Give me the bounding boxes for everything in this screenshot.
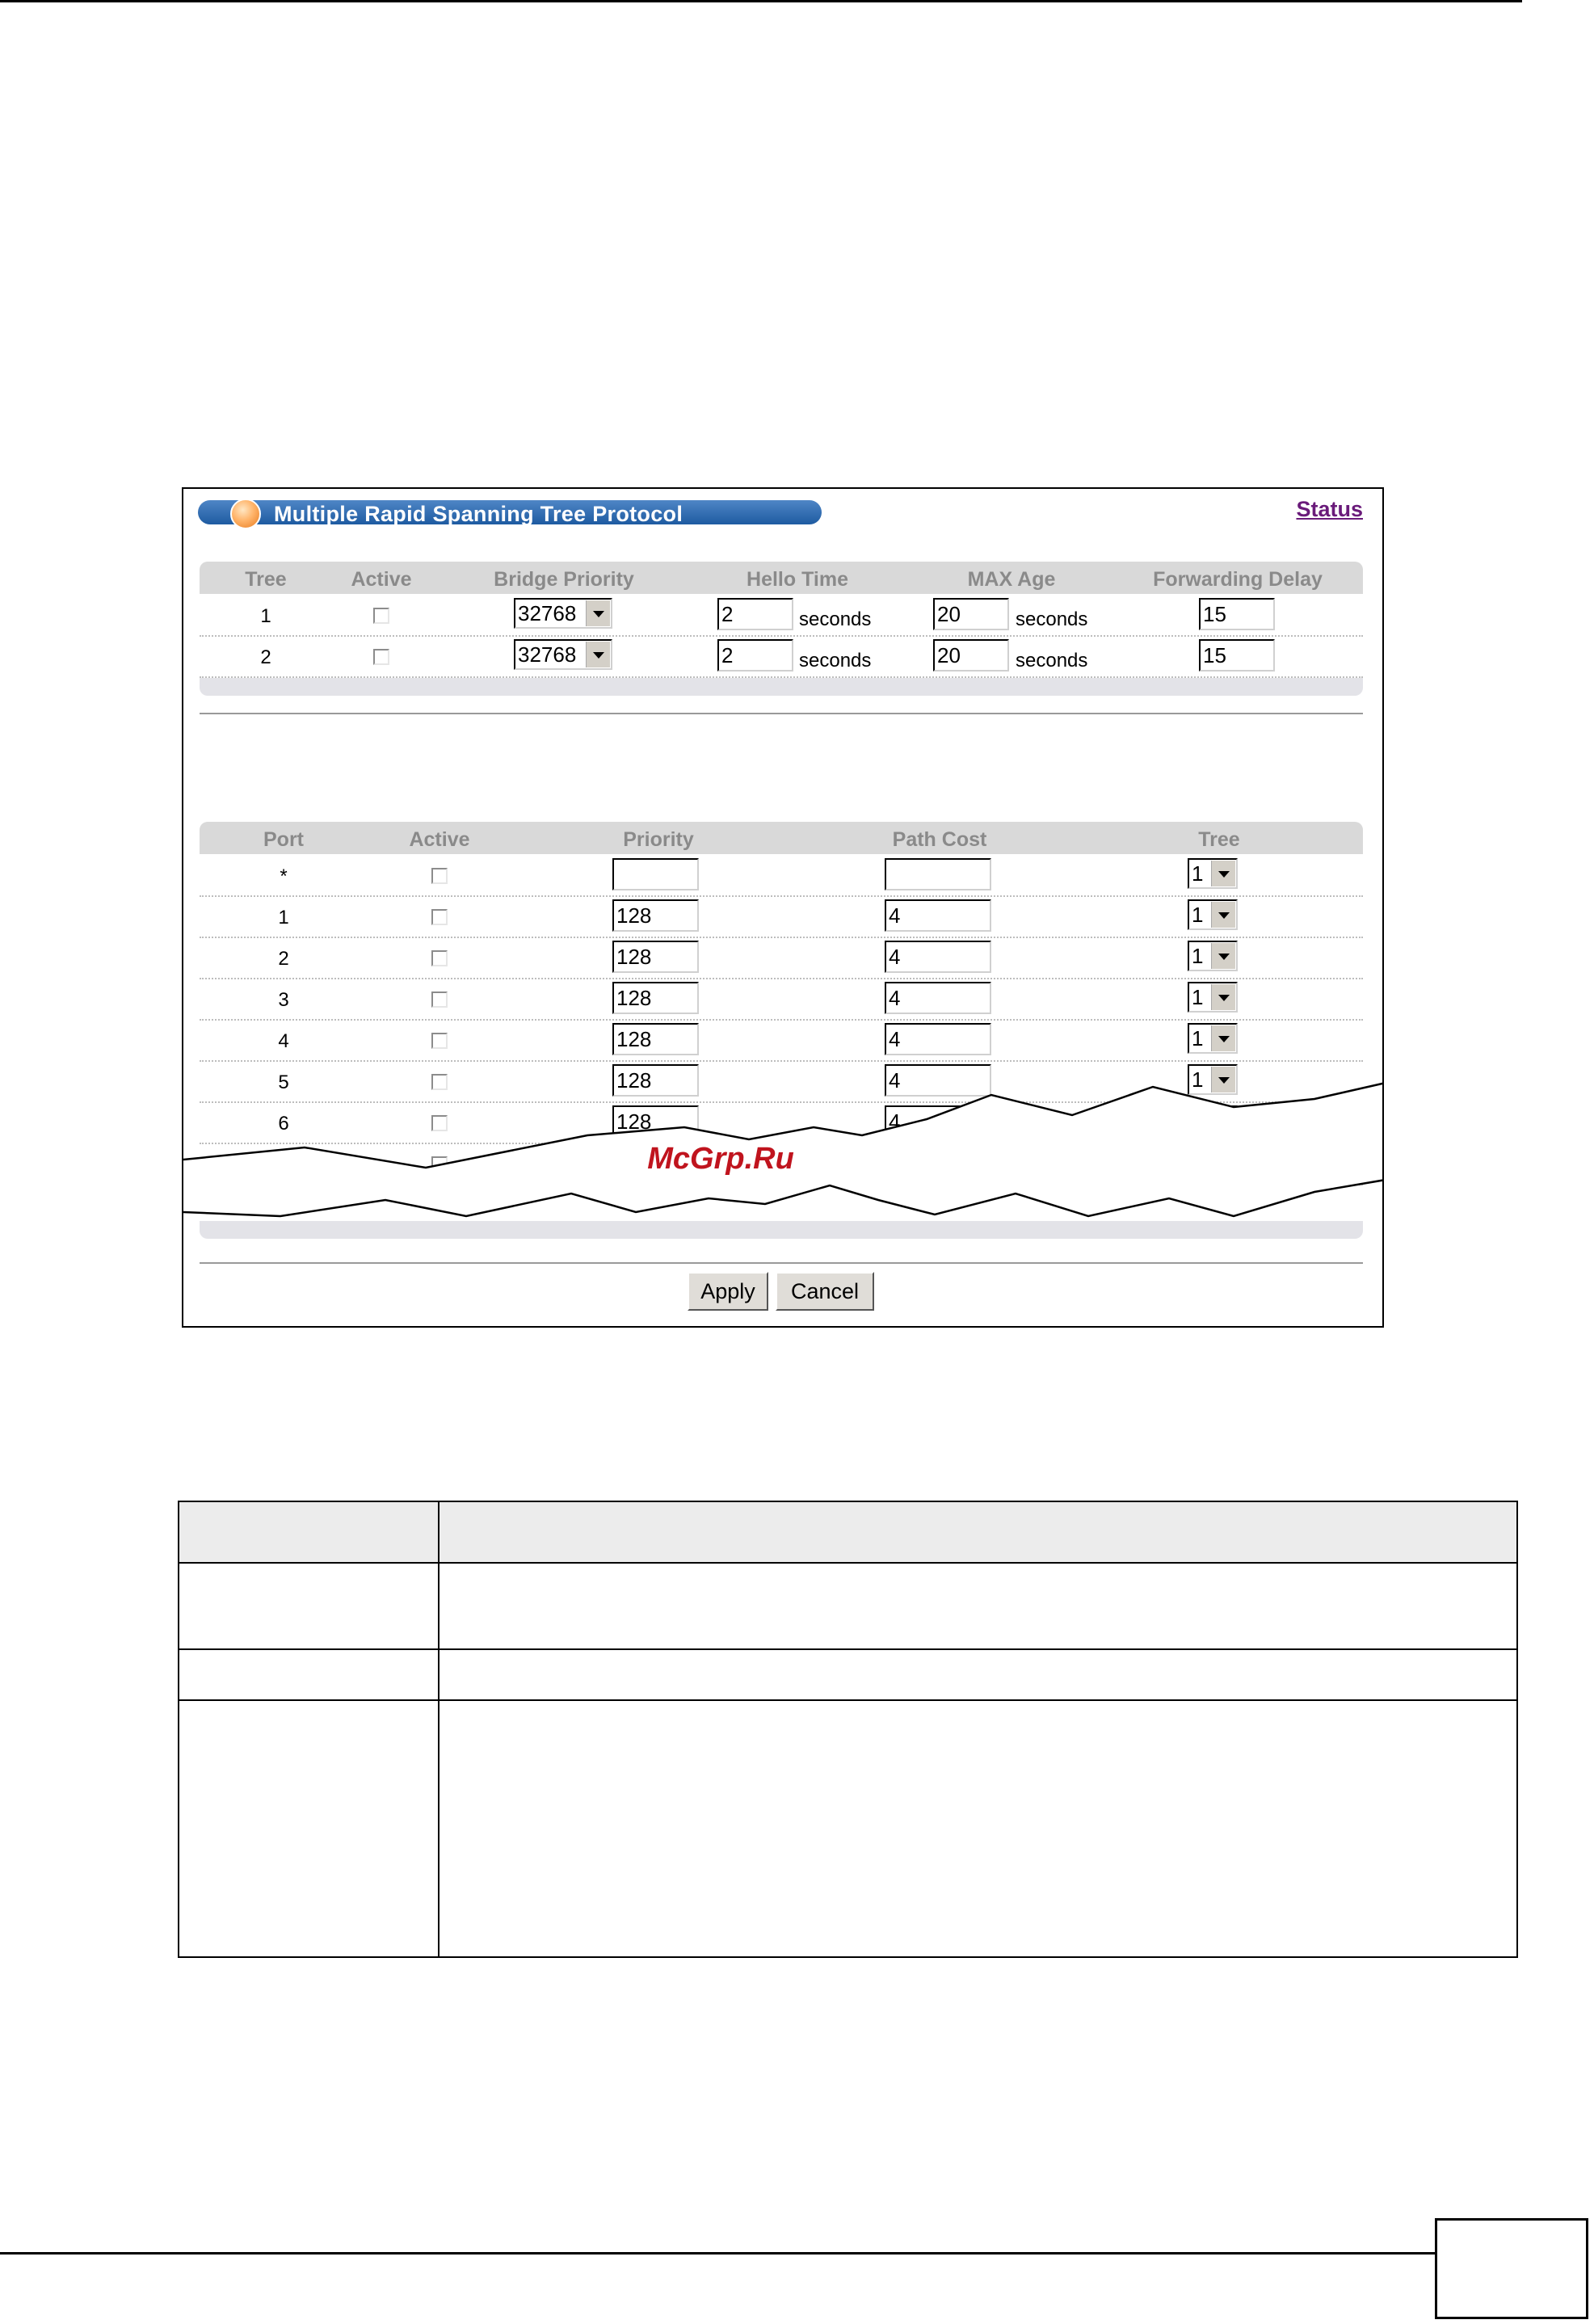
- path-cost-input[interactable]: 4: [885, 1105, 991, 1138]
- port-id: 4: [278, 1030, 289, 1052]
- header-bridge-priority: Bridge Priority: [494, 568, 634, 591]
- priority-input[interactable]: 128: [612, 1064, 699, 1097]
- header-path-cost: Path Cost: [892, 828, 987, 851]
- header-active: Active: [351, 568, 412, 591]
- tree-select[interactable]: 1: [1188, 941, 1238, 971]
- watermark: McGrp.Ru: [647, 1142, 794, 1176]
- table-row: [179, 1649, 1517, 1700]
- max-age-input[interactable]: 20: [933, 639, 1009, 672]
- path-cost-input[interactable]: 4: [885, 982, 991, 1014]
- port-id: *: [280, 865, 288, 887]
- table-row: [179, 1563, 1517, 1649]
- tree-select[interactable]: 1: [1188, 858, 1238, 889]
- header-priority: Priority: [623, 828, 694, 851]
- path-cost-input[interactable]: 4: [885, 899, 991, 932]
- port-id: 6: [278, 1113, 289, 1135]
- status-link[interactable]: Status: [1296, 497, 1363, 521]
- header-hello-time: Hello Time: [747, 568, 848, 591]
- port-id: 2: [278, 948, 289, 970]
- max-age-unit: seconds: [1016, 608, 1088, 630]
- forwarding-delay-input[interactable]: 15: [1199, 639, 1275, 672]
- path-cost-input[interactable]: 4: [885, 1023, 991, 1055]
- port-id: 5: [278, 1071, 289, 1093]
- bridge-priority-select[interactable]: 32768: [514, 598, 612, 629]
- path-cost-input[interactable]: 4: [885, 941, 991, 973]
- tree-select[interactable]: 1: [1188, 1064, 1238, 1095]
- mrstp-screenshot-panel: [182, 487, 1384, 1328]
- header-active: Active: [409, 828, 470, 851]
- hello-time-unit: seconds: [799, 650, 872, 672]
- path-cost-input[interactable]: 4: [885, 1064, 991, 1097]
- tree-id: 2: [260, 646, 271, 668]
- bridge-priority-select[interactable]: 32768: [514, 639, 612, 670]
- header-port: Port: [263, 828, 304, 851]
- table-header-cell: [179, 1501, 439, 1563]
- footer-rule: [0, 2252, 1435, 2255]
- buttons-divider: [200, 1262, 1363, 1264]
- max-age-input[interactable]: 20: [933, 598, 1009, 630]
- priority-input[interactable]: 128: [612, 941, 699, 973]
- page-break-graphic: [183, 489, 1384, 1328]
- table-row: [179, 1700, 1517, 1957]
- table-cell: [439, 1563, 1517, 1649]
- hello-time-unit: seconds: [799, 608, 872, 630]
- page-title: Multiple Rapid Spanning Tree Protocol: [274, 502, 683, 526]
- port-id: 1: [278, 907, 289, 928]
- priority-input[interactable]: 128: [612, 899, 699, 932]
- table-header-row: [179, 1501, 1517, 1563]
- forwarding-delay-input[interactable]: 15: [1199, 598, 1275, 630]
- table-cell: [439, 1649, 1517, 1700]
- table-cell: [439, 1700, 1517, 1957]
- table-cell: [179, 1563, 439, 1649]
- table-cell: [179, 1649, 439, 1700]
- page-number-box: [1435, 2218, 1588, 2319]
- priority-input[interactable]: 128: [612, 1105, 699, 1138]
- tree-select[interactable]: 1: [1188, 899, 1238, 930]
- header-tree: Tree: [1198, 828, 1240, 851]
- tree-id: 1: [260, 605, 271, 627]
- cancel-button[interactable]: Cancel: [776, 1272, 874, 1311]
- max-age-unit: seconds: [1016, 650, 1088, 672]
- port-table-footer: [200, 1221, 1363, 1239]
- table-header-cell: [439, 1501, 1517, 1563]
- hello-time-input[interactable]: 2: [717, 639, 793, 672]
- header-forwarding-delay: Forwarding Delay: [1153, 568, 1323, 591]
- tree-select[interactable]: 1: [1188, 982, 1238, 1013]
- header-tree: Tree: [245, 568, 287, 591]
- port-id: 3: [278, 989, 289, 1011]
- apply-button[interactable]: Apply: [688, 1272, 768, 1311]
- description-table: [178, 1501, 1518, 1958]
- hello-time-input[interactable]: 2: [717, 598, 793, 630]
- header-max-age: MAX Age: [967, 568, 1056, 591]
- priority-input[interactable]: 128: [612, 982, 699, 1014]
- priority-input[interactable]: 128: [612, 1023, 699, 1055]
- header-rule: [0, 0, 1522, 2]
- table-cell: [179, 1700, 439, 1957]
- tree-select[interactable]: 1: [1188, 1023, 1238, 1054]
